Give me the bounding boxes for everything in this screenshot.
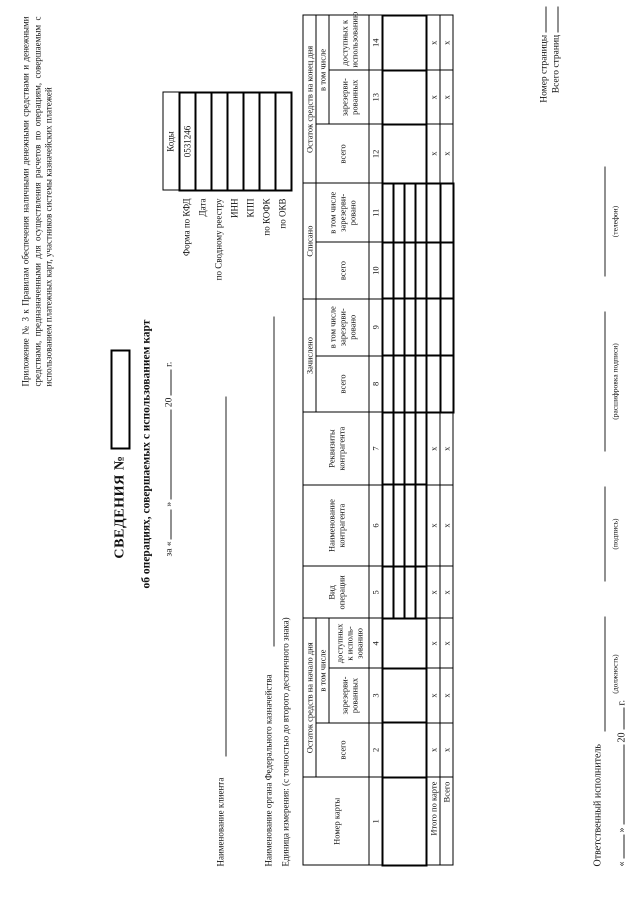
debited-reserved-cell[interactable]	[405, 183, 416, 242]
col-start-total: всего	[316, 723, 369, 777]
debited-total-cell[interactable]	[394, 242, 405, 299]
executor-label: Ответственный исполнитель	[592, 744, 604, 867]
form-number-field[interactable]	[111, 349, 131, 449]
date-year-prefix: 20	[616, 732, 628, 743]
credited-reserved-cell[interactable]	[394, 299, 405, 356]
code-value-okv[interactable]	[275, 93, 291, 191]
col-start-incl: в том числе	[316, 618, 329, 722]
codes-header: Коды	[163, 93, 179, 191]
col-num-10: 10	[369, 242, 383, 299]
col-credited-reserved: в том числе зарезерви- ровано	[316, 299, 369, 356]
code-label-registry: по Сводному реестру	[213, 198, 224, 281]
card-total-credited-reserved[interactable]	[427, 299, 441, 356]
treasury-label: Наименование органа Федерального казначейства	[263, 674, 274, 867]
col-num-5: 5	[369, 566, 383, 618]
x-mark: х	[427, 70, 441, 124]
code-value-inn[interactable]	[227, 93, 243, 191]
col-card-number: Номер карты	[303, 777, 369, 865]
date-day-field[interactable]	[624, 835, 625, 859]
code-label-kfd: Форма по КФД	[181, 198, 192, 256]
col-end-available: доступных к использованию	[329, 16, 369, 71]
x-mark: х	[440, 618, 453, 668]
col-operation-type: Вид операции	[303, 566, 369, 618]
credited-reserved-cell[interactable]	[405, 299, 416, 356]
page-total-label: Всего страниц	[551, 34, 562, 94]
op-type-cell[interactable]	[383, 566, 394, 618]
appendix-note: Приложение № 3 к Правилам обеспечения наличными денежными средствами и денежными средствами, предназначенными для осуществления расчетов по операциям, совершаемым с использованием платежных карт, участников системы казначейских платежей	[20, 16, 54, 387]
col-num-3: 3	[369, 668, 383, 722]
date-month-field[interactable]	[624, 745, 625, 825]
counterparty-name-cell[interactable]	[405, 485, 416, 567]
end-available-cell[interactable]	[383, 16, 427, 71]
col-num-4: 4	[369, 618, 383, 668]
x-mark: х	[440, 566, 453, 618]
col-num-9: 9	[369, 299, 383, 356]
form-subtitle: об операциях, совершаемых с использованием карт	[140, 319, 153, 589]
phone-field[interactable]	[605, 167, 606, 277]
col-credited: Зачислено	[303, 299, 316, 412]
code-value-kofk[interactable]	[259, 93, 275, 191]
col-end-balance: Остаток средств на конец дня	[303, 16, 316, 184]
col-num-13: 13	[369, 70, 383, 124]
card-number-cell[interactable]	[383, 777, 427, 865]
table-row	[383, 16, 394, 866]
end-total-cell[interactable]	[383, 124, 427, 183]
x-mark: х	[427, 618, 441, 668]
operations-table	[303, 11, 455, 867]
card-total-credited[interactable]	[427, 356, 441, 413]
counterparty-details-cell[interactable]	[416, 412, 427, 485]
code-label-date: Дата	[197, 198, 208, 217]
x-mark: х	[440, 124, 453, 183]
credited-total-cell[interactable]	[405, 356, 416, 413]
grand-total-credited-reserved[interactable]	[440, 299, 453, 356]
col-end-incl: в том числе	[316, 16, 329, 125]
grand-total-debited[interactable]	[440, 242, 453, 299]
signature-caption: (подпись)	[610, 518, 620, 550]
code-value-date[interactable]	[195, 93, 211, 191]
credited-total-cell[interactable]	[383, 356, 394, 413]
period-line	[165, 362, 175, 557]
op-type-cell[interactable]	[416, 566, 427, 618]
phone-caption: (телефон)	[610, 205, 620, 238]
debited-reserved-cell[interactable]	[394, 183, 405, 242]
col-num-7: 7	[369, 412, 383, 485]
period-year-prefix: 20	[164, 397, 175, 408]
counterparty-details-cell[interactable]	[383, 412, 394, 485]
x-mark: х	[427, 668, 441, 722]
credited-total-cell[interactable]	[416, 356, 427, 413]
debited-total-cell[interactable]	[383, 242, 394, 299]
col-num-6: 6	[369, 485, 383, 567]
page-number-field[interactable]	[546, 7, 547, 33]
start-total-cell[interactable]	[383, 723, 427, 777]
position-caption: (должность)	[610, 654, 620, 694]
date-year-suffix: г.	[616, 700, 628, 706]
page-number-label: Номер страницы	[539, 34, 550, 103]
x-mark: х	[427, 723, 441, 777]
code-label-okv: по ОКВ	[277, 198, 288, 229]
decoding-caption: (расшифровка подписи)	[610, 343, 620, 420]
form-title-text: СВЕДЕНИЯ №	[112, 455, 128, 559]
start-available-cell[interactable]	[383, 618, 427, 668]
card-total-row	[427, 16, 441, 866]
x-mark: х	[427, 16, 441, 71]
x-mark: х	[440, 485, 453, 567]
period-quote-open: «	[164, 541, 175, 547]
col-num-2: 2	[369, 723, 383, 777]
credited-reserved-cell[interactable]	[383, 299, 394, 356]
form-title	[111, 2, 131, 907]
grand-total-debited-reserved[interactable]	[440, 183, 453, 242]
card-total-label: Итого по карте	[427, 777, 441, 865]
x-mark: х	[427, 124, 441, 183]
x-mark: х	[440, 70, 453, 124]
codes-table	[163, 92, 293, 192]
debited-total-cell[interactable]	[405, 242, 416, 299]
page-total-field[interactable]	[558, 7, 559, 33]
op-type-cell[interactable]	[405, 566, 416, 618]
counterparty-name-cell[interactable]	[394, 485, 405, 567]
card-total-debited[interactable]	[427, 242, 441, 299]
debited-reserved-cell[interactable]	[383, 183, 394, 242]
col-num-12: 12	[369, 124, 383, 183]
period-year-suffix: г.	[164, 361, 175, 367]
op-type-cell[interactable]	[394, 566, 405, 618]
counterparty-details-cell[interactable]	[405, 412, 416, 485]
date-quote-open: «	[616, 861, 628, 867]
code-label-inn: ИНН	[229, 198, 240, 218]
date-year-field[interactable]	[624, 708, 625, 730]
period-for-label: за	[164, 548, 175, 557]
col-counterparty-name: Наименование контрагента	[303, 485, 369, 567]
grand-total-label: Всего	[440, 777, 453, 865]
debited-total-cell[interactable]	[416, 242, 427, 299]
code-label-kofk: по КОФК	[261, 198, 272, 236]
decoding-field[interactable]	[605, 312, 606, 452]
client-name-field[interactable]	[226, 397, 227, 757]
col-end-total: всего	[316, 124, 369, 183]
credited-reserved-cell[interactable]	[416, 299, 427, 356]
x-mark: х	[427, 566, 441, 618]
credited-total-cell[interactable]	[394, 356, 405, 413]
period-month-field[interactable]	[171, 410, 172, 500]
x-mark: х	[440, 16, 453, 71]
period-day-field[interactable]	[171, 509, 172, 539]
debited-reserved-cell[interactable]	[416, 183, 427, 242]
x-mark: х	[440, 412, 453, 485]
x-mark: х	[427, 412, 441, 485]
start-reserved-cell[interactable]	[383, 668, 427, 722]
period-quote-close: »	[164, 501, 175, 507]
unit-label: Единица измерения: (с точностью до второго десятичного знака)	[280, 617, 291, 867]
x-mark: х	[440, 668, 453, 722]
counterparty-name-cell[interactable]	[416, 485, 427, 567]
x-mark: х	[440, 723, 453, 777]
code-label-kpp: КПП	[245, 198, 256, 218]
signature-date	[617, 700, 628, 866]
page-counter	[539, 7, 563, 137]
period-year-field[interactable]	[171, 369, 172, 395]
col-debited: Списано	[303, 183, 316, 299]
col-num-8: 8	[369, 356, 383, 413]
col-debited-total: всего	[316, 242, 369, 299]
code-value-kfd: 0531246	[179, 93, 195, 191]
col-debited-reserved: в том числе зарезерви- ровано	[316, 183, 369, 242]
col-start-balance: Остаток средств на начало дня	[303, 618, 316, 777]
col-num-1: 1	[369, 777, 383, 865]
signature-field[interactable]	[605, 487, 606, 582]
col-credited-total: всего	[316, 356, 369, 413]
code-value-registry[interactable]	[211, 93, 227, 191]
grand-total-credited[interactable]	[440, 356, 453, 413]
position-field[interactable]	[605, 617, 606, 732]
col-start-available: доступных к исполь- зованию	[329, 618, 369, 668]
treasury-field[interactable]	[274, 317, 275, 647]
col-end-reserved: зарезерви- рованных	[329, 70, 369, 124]
col-num-14: 14	[369, 16, 383, 71]
counterparty-details-cell[interactable]	[394, 412, 405, 485]
code-value-kpp[interactable]	[243, 93, 259, 191]
client-name-label: Наименование клиента	[215, 777, 226, 867]
end-reserved-cell[interactable]	[383, 70, 427, 124]
x-mark: х	[427, 485, 441, 567]
counterparty-name-cell[interactable]	[383, 485, 394, 567]
col-num-11: 11	[369, 183, 383, 242]
form-sheet	[0, 2, 633, 907]
grand-total-row	[440, 16, 453, 866]
col-counterparty-details: Реквизиты контрагента	[303, 412, 369, 485]
card-total-debited-reserved[interactable]	[427, 183, 441, 242]
date-quote-close: »	[616, 827, 628, 833]
col-start-reserved: зарезерви- рованных	[329, 668, 369, 722]
